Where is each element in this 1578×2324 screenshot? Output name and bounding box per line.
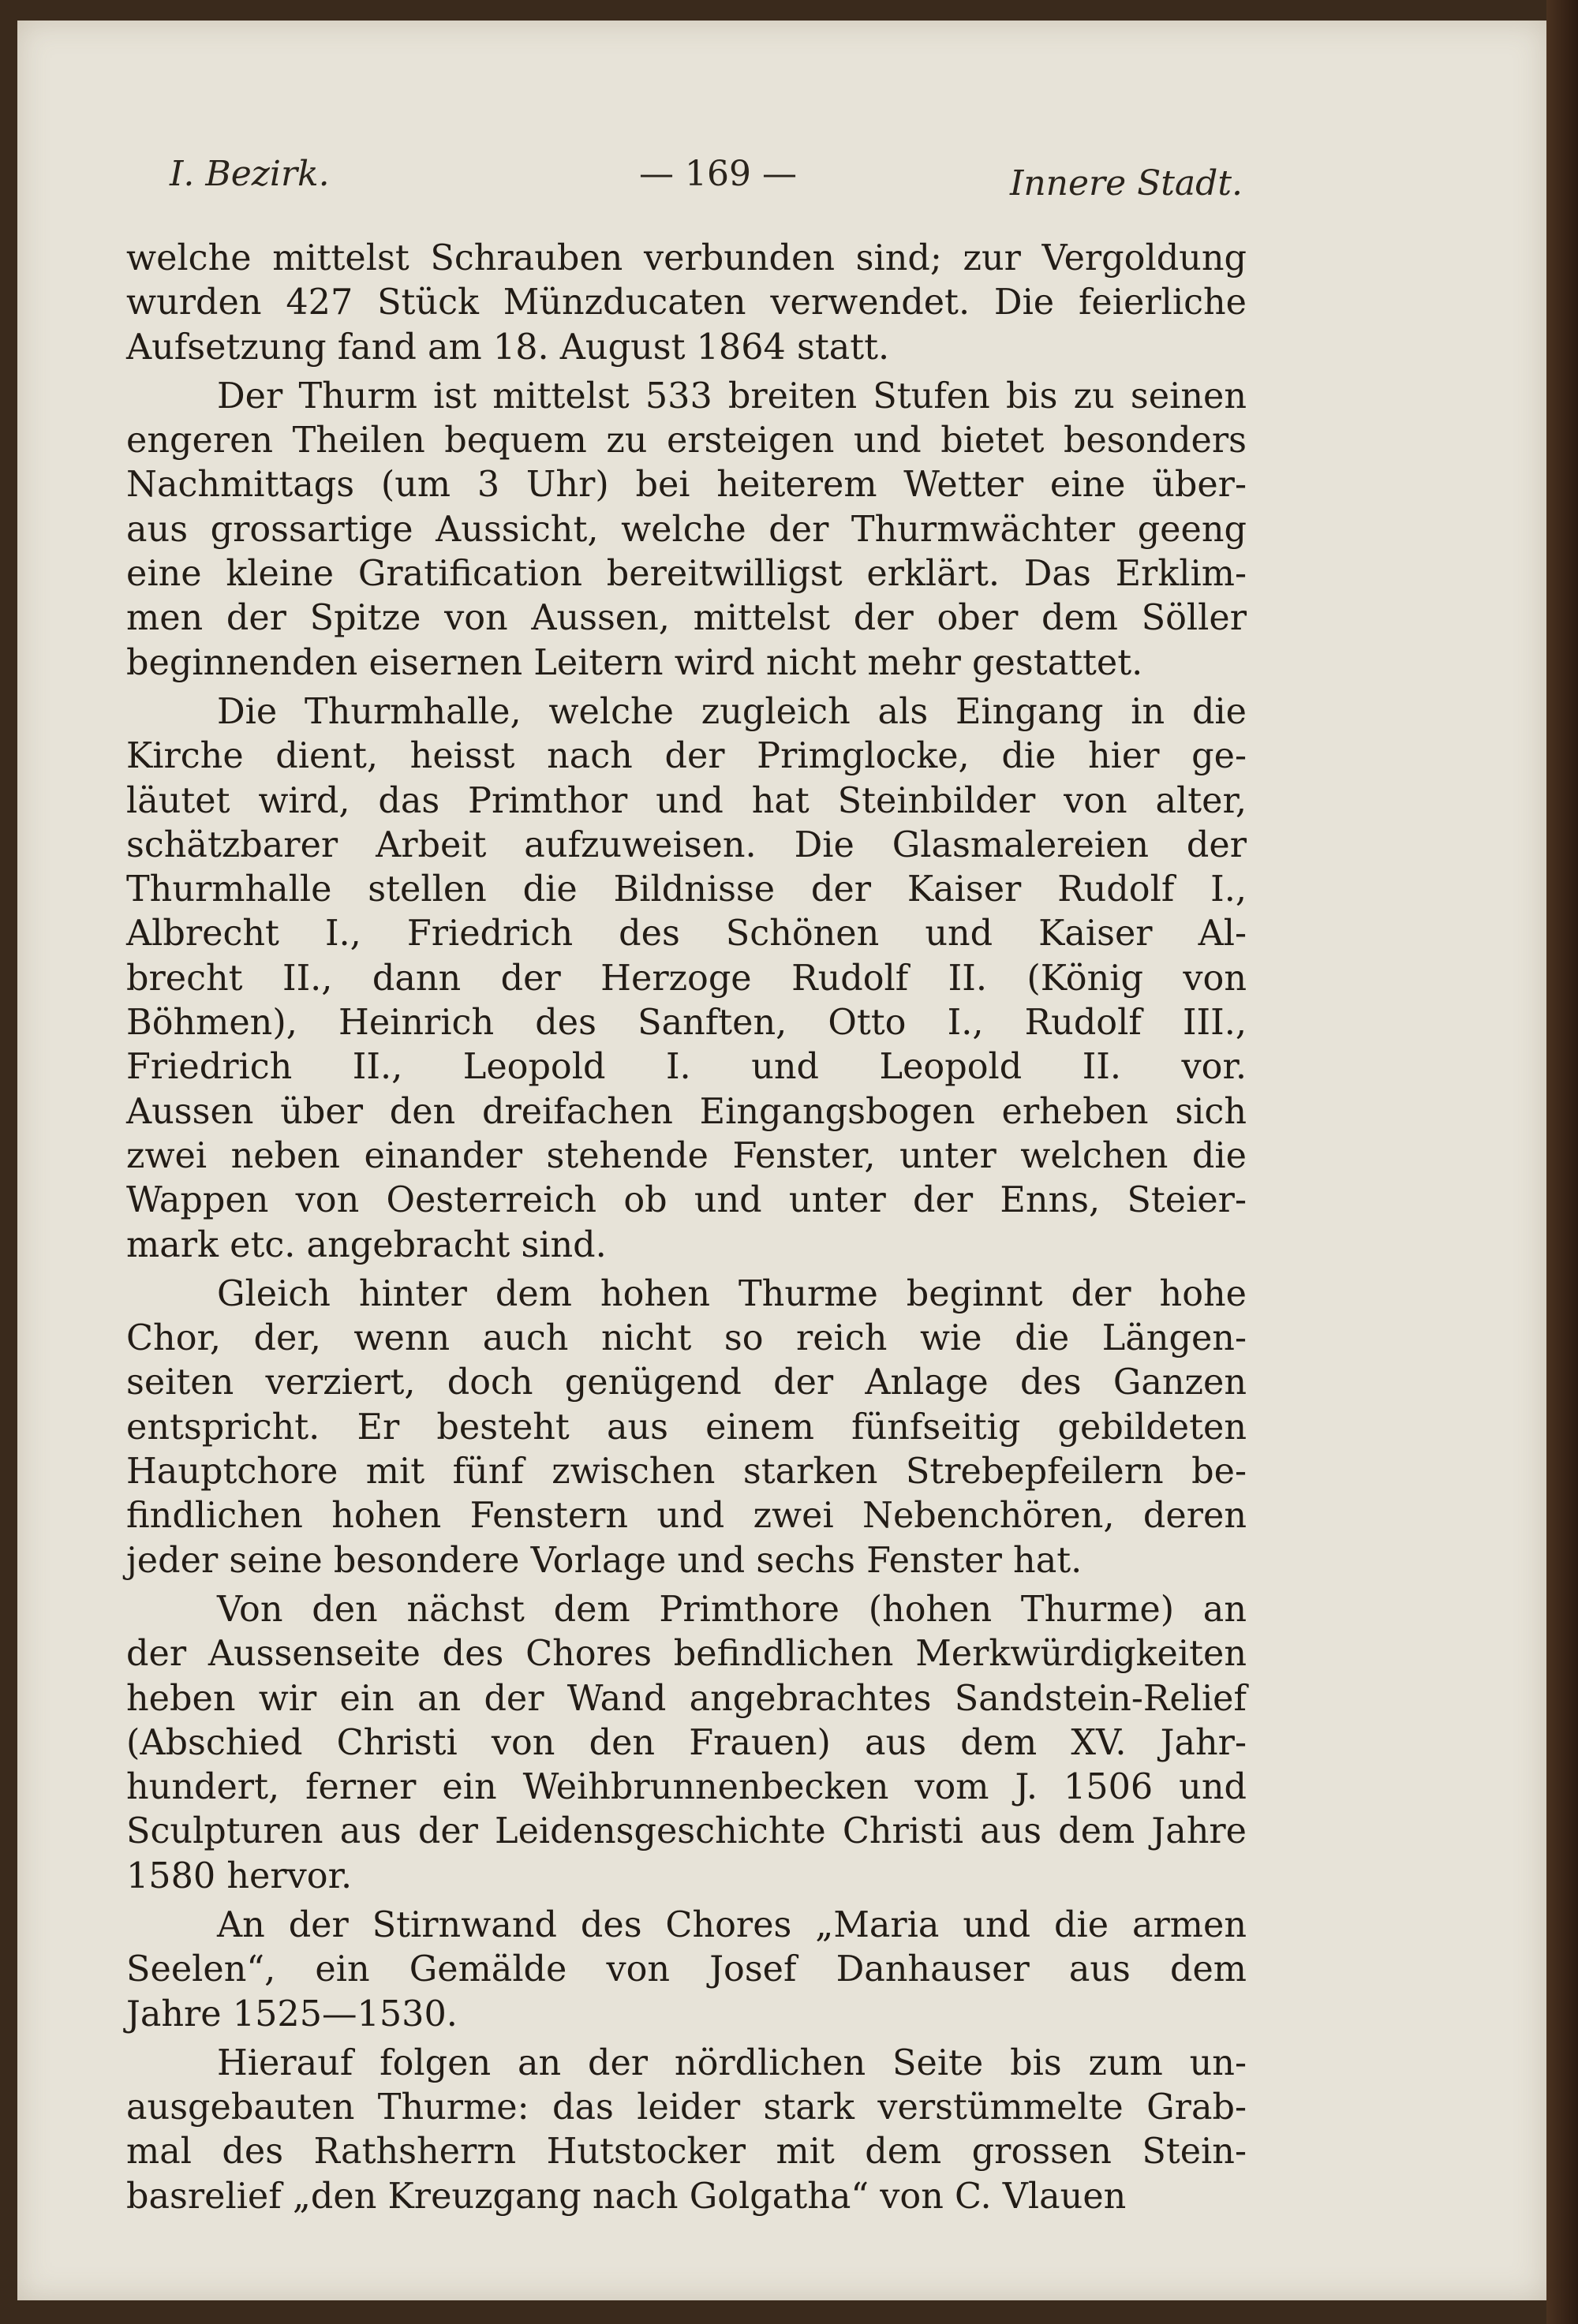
- text-line: Hauptchore mit fünf zwischen starken Strebepfeilern be-: [126, 1452, 1247, 1493]
- header-section: Innere Stadt.: [1009, 163, 1243, 204]
- text-line: Nachmittags (um 3 Uhr) bei heiterem Wetter eine über-: [126, 465, 1247, 506]
- text-line: der Aussenseite des Chores befindlichen Merkwürdigkeiten: [126, 1634, 1247, 1675]
- text-line: jeder seine besondere Vorlage und sechs Fenster hat.: [126, 1540, 1083, 1581]
- text-line: aus grossartige Aussicht, welche der Thurmwächter geeng: [126, 509, 1247, 550]
- text-line: Aussen über den dreifachen Eingangsbogen erheben sich: [126, 1091, 1247, 1132]
- text-line: Die Thurmhalle, welche zugleich als Eingang in die: [217, 691, 1247, 732]
- text-line: hundert, ferner ein Weihbrunnenbecken vom J. 1506 und: [126, 1767, 1247, 1808]
- page-number: — 169 —: [639, 154, 797, 194]
- paragraph: [126, 2042, 1247, 2219]
- text-line: mal des Rathsherrn Hutstocker mit dem grossen Stein-: [126, 2132, 1247, 2173]
- text-line: welche mittelst Schrauben verbunden sind; zur Vergoldung: [126, 238, 1247, 278]
- text-line: beginnenden eisernen Leitern wird nicht mehr gestattet.: [126, 642, 1143, 683]
- text-line: Seelen“, ein Gemälde von Josef Danhauser aus dem: [126, 1949, 1247, 1990]
- text-line: findlichen hohen Fenstern und zwei Nebenchören, deren: [126, 1496, 1247, 1537]
- book-spine-edge: [1546, 0, 1578, 2324]
- running-header: [170, 154, 1243, 209]
- text-line: wurden 427 Stück Münzducaten verwendet. Die feierliche: [126, 282, 1247, 323]
- text-line: Gleich hinter dem hohen Thurme beginnt der hohe: [217, 1273, 1247, 1314]
- text-line: Aufsetzung fand am 18. August 1864 statt.: [126, 327, 890, 368]
- text-line: Sculpturen aus der Leidensgeschichte Christi aus dem Jahre: [126, 1811, 1247, 1852]
- text-line: Wappen von Oesterreich ob und unter der Enns, Steier-: [126, 1180, 1247, 1221]
- text-line: engeren Theilen bequem zu ersteigen und bietet besonders: [126, 420, 1247, 461]
- text-line: Albrecht I., Friedrich des Schönen und Kaiser Al-: [126, 914, 1247, 955]
- body-text: [126, 237, 1247, 2224]
- text-line: Chor, der, wenn auch nicht so reich wie die Längen-: [126, 1318, 1247, 1359]
- paragraph: [126, 690, 1247, 1268]
- text-line: basrelief „den Kreuzgang nach Golgatha“ von C. Vlauen: [126, 2176, 1127, 2217]
- text-line: entspricht. Er besteht aus einem fünfseitig gebildeten: [126, 1407, 1247, 1448]
- text-line: An der Stirnwand des Chores „Maria und die armen: [217, 1904, 1247, 1945]
- paragraph: [126, 1904, 1247, 2037]
- text-line: seiten verziert, doch genügend der Anlage des Ganzen: [126, 1362, 1247, 1403]
- paragraph: [126, 237, 1247, 370]
- text-line: (Abschied Christi von den Frauen) aus dem XV. Jahr-: [126, 1722, 1247, 1763]
- paragraph: [126, 1588, 1247, 1899]
- text-line: Thurmhalle stellen die Bildnisse der Kaiser Rudolf I.,: [126, 869, 1247, 910]
- paragraph: [126, 375, 1247, 686]
- text-line: heben wir ein an der Wand angebrachtes Sandstein-Relief: [126, 1678, 1247, 1719]
- text-line: Der Thurm ist mittelst 533 breiten Stufen bis zu seinen: [217, 376, 1247, 417]
- text-line: Friedrich II., Leopold I. und Leopold II. vor.: [126, 1047, 1247, 1088]
- text-line: Kirche dient, heisst nach der Primglocke, die hier ge-: [126, 736, 1247, 777]
- paragraph: [126, 1272, 1247, 1583]
- text-line: Böhmen), Heinrich des Sanften, Otto I., Rudolf III.,: [126, 1003, 1247, 1044]
- text-line: 1580 hervor.: [126, 1855, 353, 1896]
- text-line: schätzbarer Arbeit aufzuweisen. Die Glasmalereien der: [126, 824, 1247, 865]
- text-line: zwei neben einander stehende Fenster, unter welchen die: [126, 1135, 1247, 1176]
- text-line: ausgebauten Thurme: das leider stark verstümmelte Grab-: [126, 2087, 1247, 2128]
- text-line: men der Spitze von Aussen, mittelst der ober dem Söller: [126, 598, 1247, 639]
- text-line: Von den nächst dem Primthore (hohen Thurme) an: [217, 1589, 1247, 1630]
- text-line: Jahre 1525—1530.: [126, 1993, 458, 2034]
- text-line: mark etc. angebracht sind.: [126, 1224, 607, 1265]
- text-line: brecht II., dann der Herzoge Rudolf II. (König von: [126, 958, 1247, 999]
- text-line: Hierauf folgen an der nördlichen Seite bis zum un-: [217, 2042, 1247, 2083]
- text-line: läutet wird, das Primthor und hat Steinbilder von alter,: [126, 780, 1247, 821]
- header-district: I. Bezirk.: [170, 154, 330, 194]
- text-line: eine kleine Gratification bereitwilligst erklärt. Das Erklim-: [126, 554, 1247, 595]
